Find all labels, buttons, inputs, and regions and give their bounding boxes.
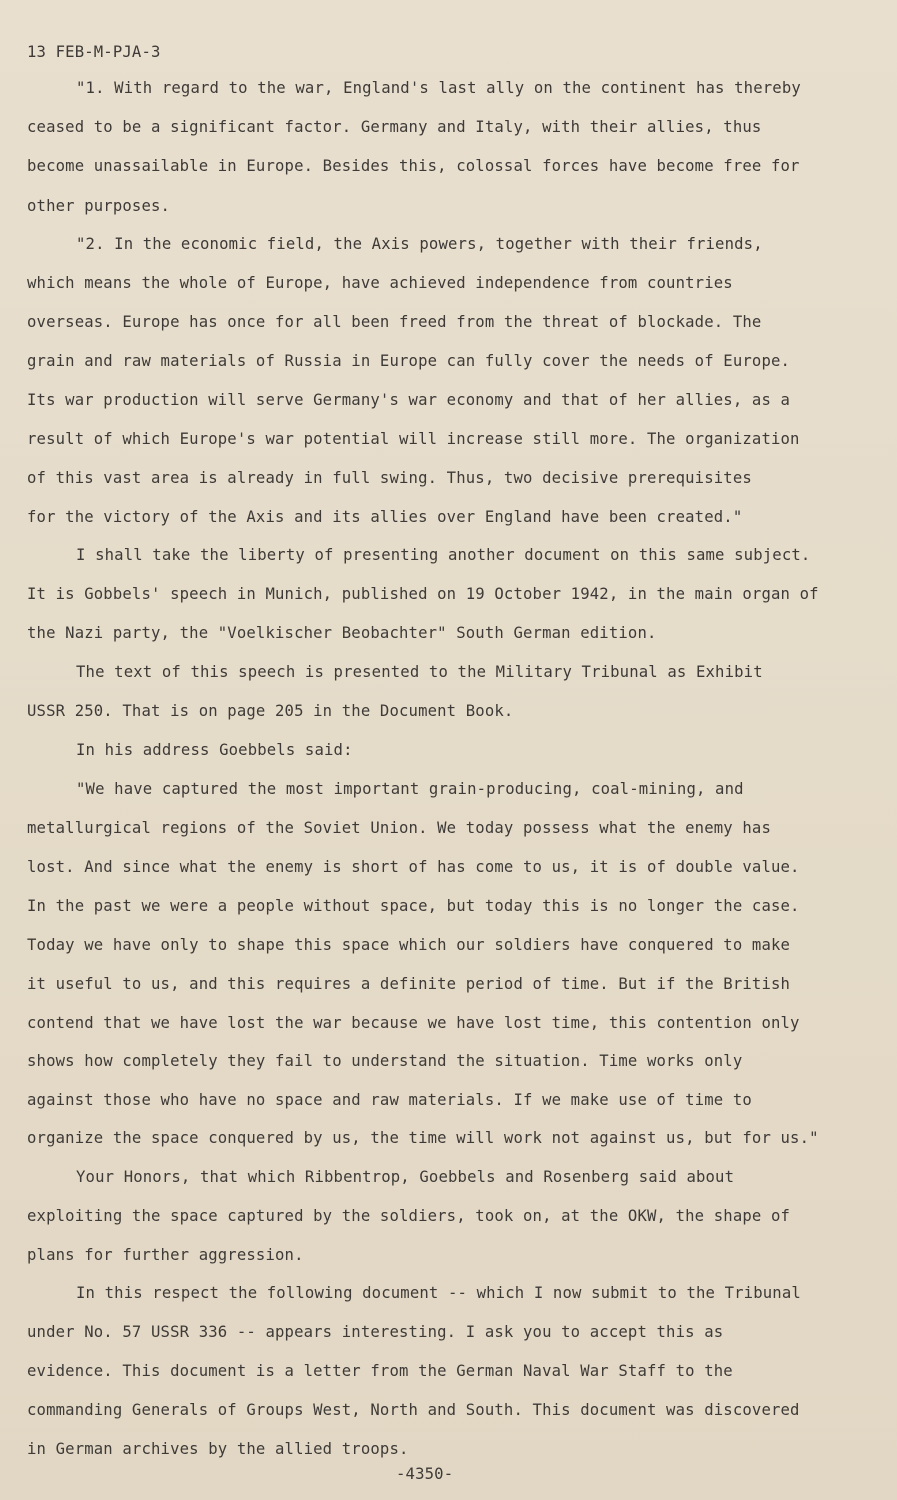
text-line: metallurgical regions of the Soviet Union. We today possess what the enemy has	[27, 819, 771, 837]
text-line: In the past we were a people without space, but today this is no longer the case.	[27, 897, 800, 915]
text-line: ceased to be a significant factor. Germany and Italy, with their allies, thus	[27, 118, 762, 136]
text-line: result of which Europe's war potential will increase still more. The organization	[27, 430, 800, 448]
text-line: exploiting the space captured by the soldiers, took on, at the OKW, the shape of	[27, 1207, 791, 1225]
text-line: "We have captured the most important grain-producing, coal-mining, and	[76, 780, 744, 798]
text-line: overseas. Europe has once for all been freed from the threat of blockade. The	[27, 313, 762, 331]
text-line: Its war production will serve Germany's war economy and that of her allies, as a	[27, 391, 791, 409]
text-line: plans for further aggression.	[27, 1246, 304, 1264]
text-line: Today we have only to shape this space which our soldiers have conquered to make	[27, 936, 791, 954]
document-header: 13 FEB-M-PJA-3	[27, 43, 161, 61]
text-line: evidence. This document is a letter from the German Naval War Staff to the	[27, 1362, 733, 1380]
text-line: which means the whole of Europe, have achieved independence from countries	[27, 274, 733, 292]
text-line: Your Honors, that which Ribbentrop, Goebbels and Rosenberg said about	[76, 1168, 735, 1186]
page-number: -4350-	[396, 1465, 454, 1483]
text-line: the Nazi party, the "Voelkischer Beobachter" South German edition.	[27, 624, 657, 642]
text-line: organize the space conquered by us, the time will work not against us, but for us."	[27, 1129, 819, 1147]
text-line: for the victory of the Axis and its allies over England have been created."	[27, 508, 743, 526]
text-line: in German archives by the allied troops.	[27, 1440, 409, 1458]
text-line: "2. In the economic field, the Axis powers, together with their friends,	[76, 235, 763, 253]
text-line: grain and raw materials of Russia in Europe can fully cover the needs of Europe.	[27, 352, 791, 370]
text-line: In this respect the following document -- which I now submit to the Tribunal	[76, 1284, 801, 1302]
text-line: other purposes.	[27, 197, 171, 215]
text-line: of this vast area is already in full swing. Thus, two decisive prerequisites	[27, 469, 752, 487]
text-line: become unassailable in Europe. Besides this, colossal forces have become free for	[27, 157, 800, 175]
text-line: I shall take the liberty of presenting another document on this same subject.	[76, 546, 811, 564]
text-line: under No. 57 USSR 336 -- appears interesting. I ask you to accept this as	[27, 1323, 724, 1341]
text-line: contend that we have lost the war because we have lost time, this contention only	[27, 1014, 800, 1032]
text-line: it useful to us, and this requires a definite period of time. But if the British	[27, 975, 791, 993]
text-line: lost. And since what the enemy is short of has come to us, it is of double value.	[27, 858, 800, 876]
text-line: commanding Generals of Groups West, North and South. This document was discovered	[27, 1401, 800, 1419]
text-line: "1. With regard to the war, England's last ally on the continent has thereby	[76, 79, 801, 97]
text-line: USSR 250. That is on page 205 in the Document Book.	[27, 702, 514, 720]
text-line: It is Gobbels' speech in Munich, published on 19 October 1942, in the main organ of	[27, 585, 819, 603]
text-line: In his address Goebbels said:	[76, 741, 353, 759]
text-line: against those who have no space and raw materials. If we make use of time to	[27, 1091, 752, 1109]
text-line: The text of this speech is presented to the Military Tribunal as Exhibit	[76, 663, 763, 681]
text-line: shows how completely they fail to understand the situation. Time works only	[27, 1052, 743, 1070]
